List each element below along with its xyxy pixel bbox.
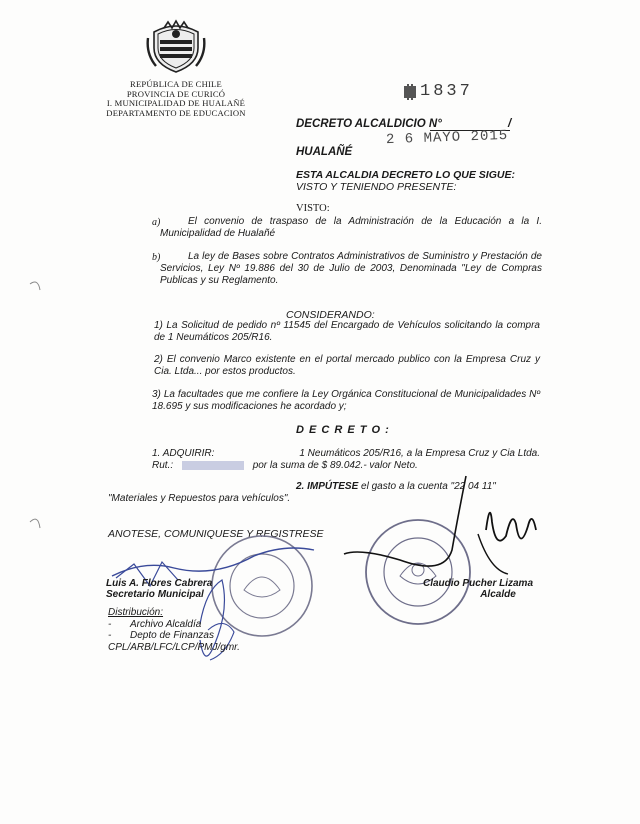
decree-intro: VISTO Y TENIENDO PRESENTE: [296, 181, 457, 193]
considerando-heading: CONSIDERANDO: [286, 309, 375, 321]
decree-intro-bold: ESTA ALCALDIA DECRETO LO QUE SIGUE: [296, 169, 515, 181]
visto-a-marker: a) [152, 217, 161, 228]
decree-place: HUALAÑÉ [296, 146, 353, 158]
distribution-item-2-text: Depto de Finanzas [130, 630, 214, 641]
distribution-heading: Distribución: [108, 607, 164, 618]
signature-right-name: Claudio Pucher Lizama [422, 578, 534, 589]
decree-slash: / [508, 118, 512, 130]
decree-title [296, 118, 442, 130]
institution-header [106, 80, 246, 118]
distribution-initials: CPL/ARB/LFC/LCP/PMJ/gmr. [108, 641, 240, 653]
visto-heading: VISTO: [296, 203, 330, 214]
distribution-block [108, 607, 240, 653]
municipal-crest-logo [146, 18, 206, 74]
decreto-heading: D E C R E T O : [296, 424, 390, 436]
header-country: REPÚBLICA DE CHILE [130, 79, 222, 89]
considerando-item-2: 2) El convenio Marco existente en el portal mercado publico con la Empresa Cruz y Cia. Ltda... por estos productos. [154, 354, 540, 377]
decreto-rut-label: Rut.: [152, 460, 174, 471]
visto-b-text: La ley de Bases sobre Contratos Administrativos de Suministro y Prestación de Servicios, Ley Nº 19.886 del 30 de Julio de 2003, Denominada "Ley de Compras Publicas y su Reglamento. [160, 251, 542, 286]
considerando-item-3: 3) La facultades que me confiere la Ley Orgánica Constitucional de Municipalidades Nº 18.695 y sus modificaciones he acordado y; [152, 389, 540, 412]
signature-right-block [418, 578, 538, 600]
decree-date-stamp: 2 6 MAYO 2015 [385, 127, 509, 149]
decree-number-stamp: 1837 [420, 82, 473, 101]
closing-text: ANOTESE, COMUNIQUESE Y REGISTRESE [108, 528, 324, 540]
stamp-hash-icon [403, 84, 417, 100]
considerando-item-1: 1) La Solicitud de pedido nº 11545 del Encargado de Vehículos solicitando la compra de 1 Neumáticos 205/R16. [154, 320, 540, 343]
distribution-item-1: - Archivo Alcaldía [108, 618, 202, 630]
header-municipality: I. MUNICIPALIDAD DE HUALAÑÉ [106, 98, 246, 109]
visto-a-text: El convenio de traspaso de la Administración de la Educación a la I. Municipalidad de Hualañé [160, 216, 542, 239]
decreto-item-1-tail: por la suma de $ 89.042.- valor Neto. [252, 460, 418, 471]
decreto-item-2 [296, 481, 496, 493]
decreto-item-2-line2: "Materiales y Repuestos para vehículos". [108, 493, 291, 504]
scan-margin-marks [26, 276, 44, 536]
rut-redacted [182, 461, 244, 470]
decreto-item-1 [152, 448, 540, 460]
distribution-item-2: - Depto de Finanzas [108, 630, 214, 641]
decreto-item-2-text: el gasto a la cuenta "22 04 11" [361, 481, 496, 492]
decree-label: DECRETO ALCALDICIO N° [296, 118, 442, 130]
header-province: PROVINCIA DE CURICÓ [126, 88, 226, 99]
signature-right-title: Alcalde [480, 589, 516, 600]
visto-b-marker: b) [152, 252, 161, 263]
decreto-item-1-rut-line [152, 460, 418, 472]
signature-left-name: Luis A. Flores Cabrera [106, 578, 213, 589]
municipal-seal-right [362, 516, 474, 628]
decreto-item-1-text: 1 Neumáticos 205/R16, a la Empresa Cruz y Cia Ltda. [299, 448, 540, 459]
decreto-item-2-label: 2. IMPÚTESE [296, 481, 359, 492]
signature-left-title: Secretario Municipal [106, 589, 204, 600]
decreto-item-1-label: 1. ADQUIRIR: [152, 448, 215, 459]
header-department: DEPARTAMENTO DE EDUCACION [106, 107, 246, 118]
signature-left-block [106, 578, 212, 600]
distribution-item-1-text: Archivo Alcaldía [130, 618, 202, 630]
